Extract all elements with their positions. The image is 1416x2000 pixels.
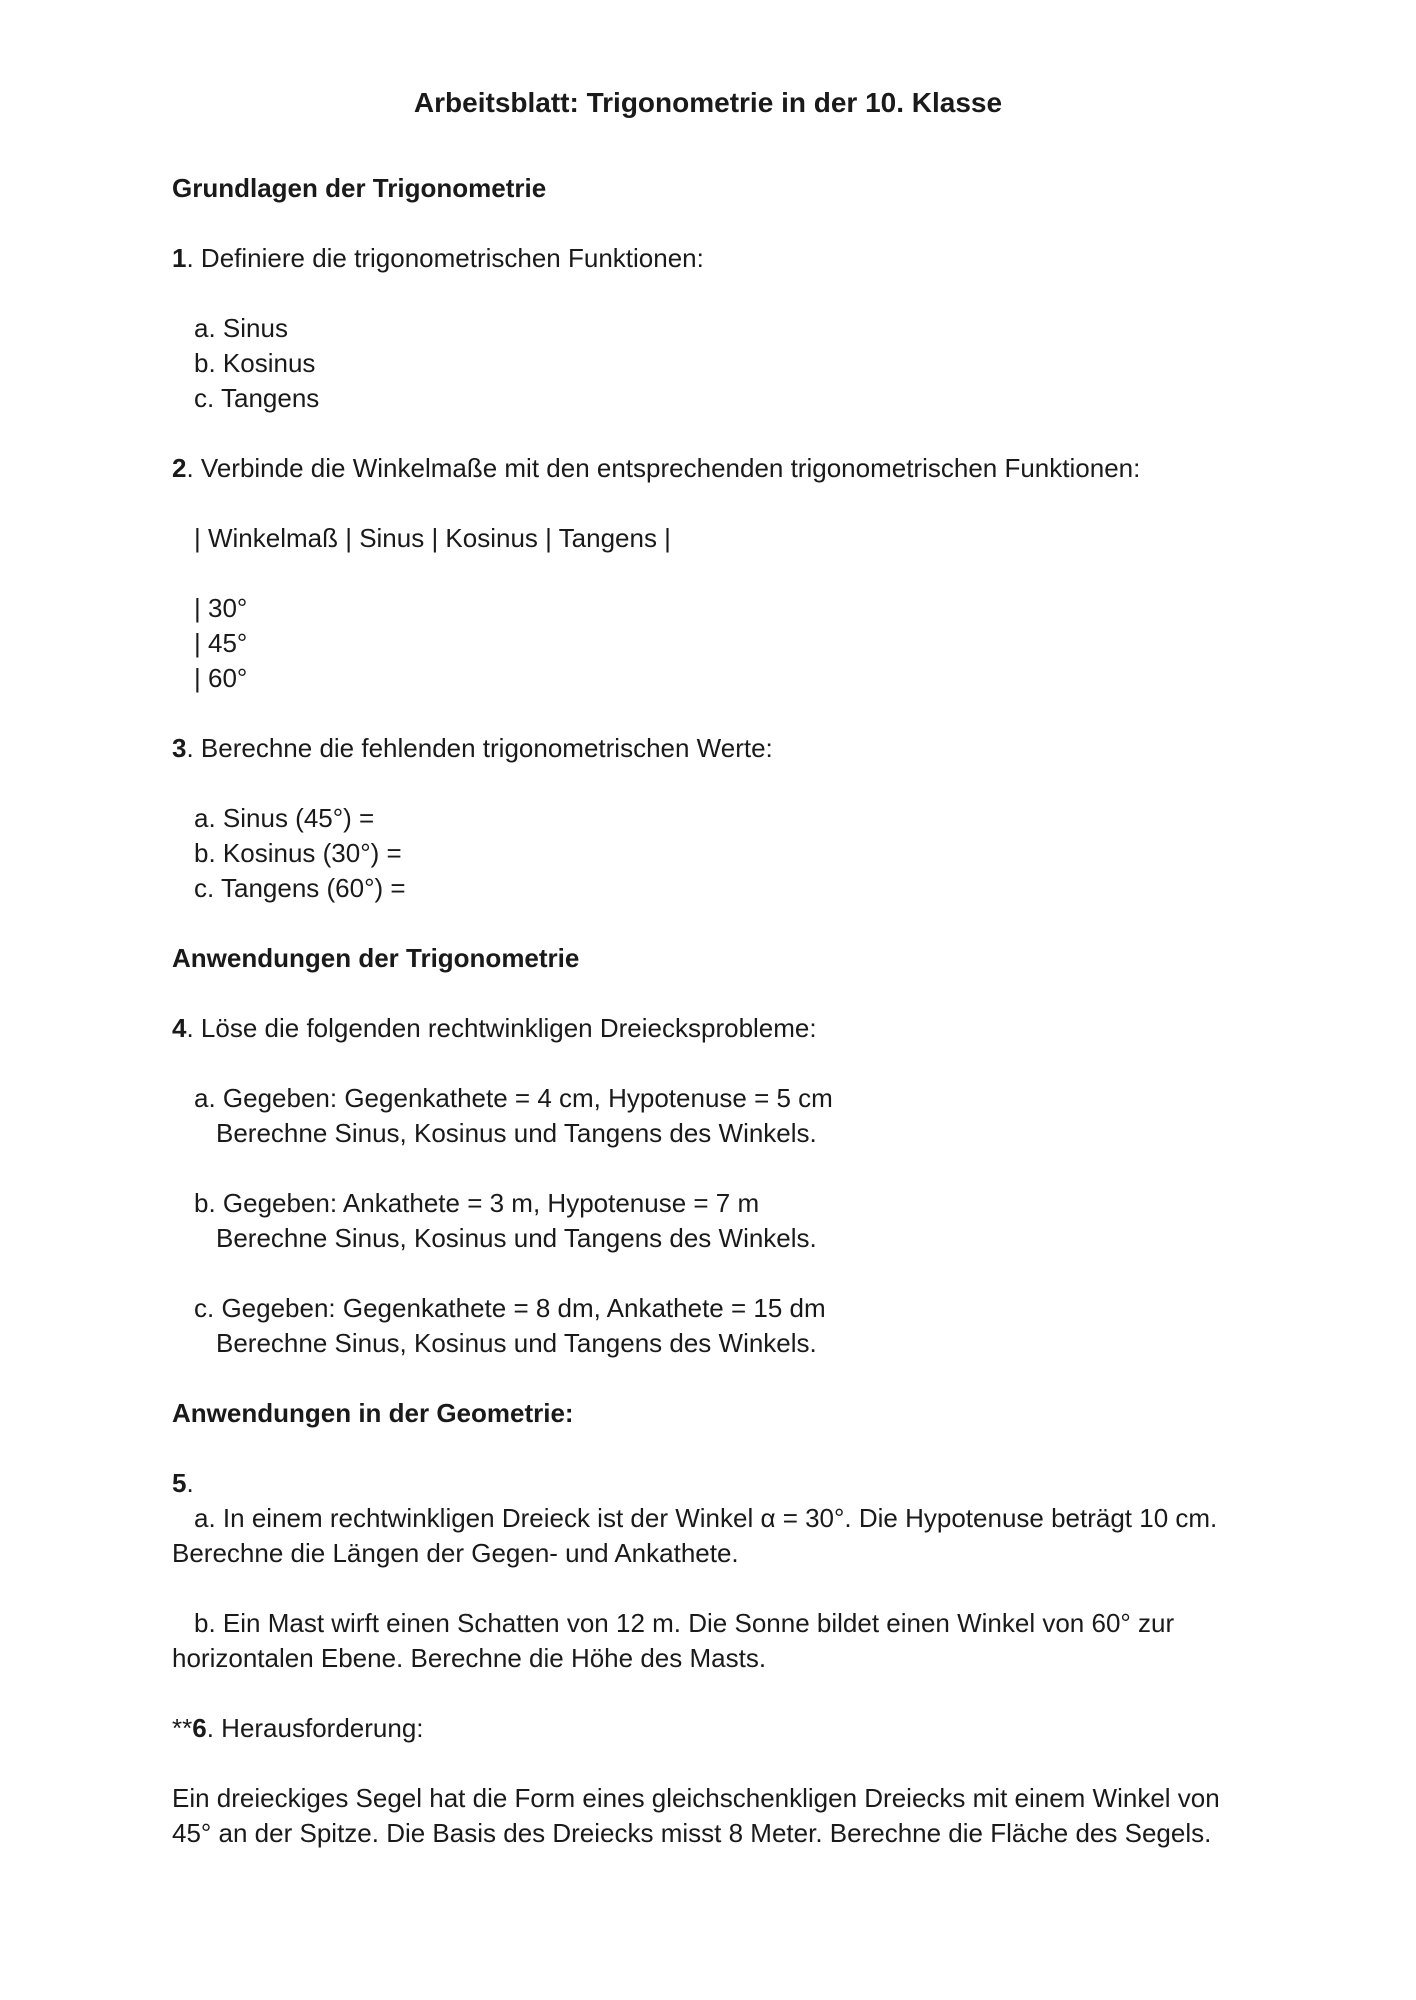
list-item: a. Sinus bbox=[194, 313, 288, 343]
problem-given: a. Gegeben: Gegenkathete = 4 cm, Hypotenuse = 5 cm bbox=[194, 1083, 833, 1113]
table-header-row: | Winkelmaß | Sinus | Kosinus | Tangens | bbox=[194, 523, 671, 553]
question-text: . Verbinde die Winkelmaße mit den entsprechenden trigonometrischen Funktionen: bbox=[186, 453, 1141, 483]
problem-a-line1: a. In einem rechtwinkligen Dreieck ist der Winkel α = 30°. Die Hypotenuse beträgt 10 cm. bbox=[194, 1503, 1218, 1533]
challenge-line2: 45° an der Spitze. Die Basis des Dreiecks misst 8 Meter. Berechne die Fläche des Segels. bbox=[172, 1818, 1212, 1848]
question-4 bbox=[172, 1011, 817, 1045]
question-number: 5 bbox=[172, 1468, 187, 1498]
question-number: 6 bbox=[192, 1713, 207, 1743]
problem-given: c. Gegeben: Gegenkathete = 8 dm, Ankathete = 15 dm bbox=[194, 1293, 826, 1323]
table-row: | 60° bbox=[194, 663, 248, 693]
table-row: | 45° bbox=[194, 628, 248, 658]
section-heading-basics: Grundlagen der Trigonometrie bbox=[172, 173, 547, 203]
question-number: 4 bbox=[172, 1013, 187, 1043]
table-row: | 30° bbox=[194, 593, 248, 623]
problem-b-line2: horizontalen Ebene. Berechne die Höhe des Masts. bbox=[172, 1643, 767, 1673]
question-1 bbox=[172, 241, 704, 275]
problem-task: Berechne Sinus, Kosinus und Tangens des Winkels. bbox=[216, 1118, 817, 1148]
question-number: 2 bbox=[172, 453, 187, 483]
challenge-line1: Ein dreieckiges Segel hat die Form eines gleichschenkligen Dreiecks mit einem Winkel von bbox=[172, 1783, 1220, 1813]
list-item: c. Tangens (60°) = bbox=[194, 873, 406, 903]
section-heading-applications: Anwendungen der Trigonometrie bbox=[172, 943, 580, 973]
problem-a-line2: Berechne die Längen der Gegen- und Ankathete. bbox=[172, 1538, 739, 1568]
question-number: 1 bbox=[172, 243, 187, 273]
question-suffix: . bbox=[186, 1468, 194, 1498]
question-text: . Definiere die trigonometrischen Funktionen: bbox=[186, 243, 704, 273]
list-item: a. Sinus (45°) = bbox=[194, 803, 375, 833]
question-3 bbox=[172, 731, 773, 765]
problem-given: b. Gegeben: Ankathete = 3 m, Hypotenuse = 7 m bbox=[194, 1188, 760, 1218]
question-text: . Löse die folgenden rechtwinkligen Dreiecksprobleme: bbox=[186, 1013, 817, 1043]
question-6 bbox=[172, 1711, 424, 1745]
question-number: 3 bbox=[172, 733, 187, 763]
problem-task: Berechne Sinus, Kosinus und Tangens des Winkels. bbox=[216, 1328, 817, 1358]
problem-b-line1: b. Ein Mast wirft einen Schatten von 12 m. Die Sonne bildet einen Winkel von 60° zur bbox=[194, 1608, 1175, 1638]
list-item: b. Kosinus bbox=[194, 348, 316, 378]
question-text: . Herausforderung: bbox=[206, 1713, 424, 1743]
section-heading-geometry: Anwendungen in der Geometrie: bbox=[172, 1398, 574, 1428]
question-prefix: ** bbox=[172, 1713, 193, 1743]
page-title: Arbeitsblatt: Trigonometrie in der 10. Klasse bbox=[413, 87, 1003, 118]
question-2 bbox=[172, 451, 1140, 485]
problem-task: Berechne Sinus, Kosinus und Tangens des Winkels. bbox=[216, 1223, 817, 1253]
list-item: b. Kosinus (30°) = bbox=[194, 838, 402, 868]
question-text: . Berechne die fehlenden trigonometrischen Werte: bbox=[186, 733, 773, 763]
question-5 bbox=[172, 1466, 194, 1500]
list-item: c. Tangens bbox=[194, 383, 320, 413]
